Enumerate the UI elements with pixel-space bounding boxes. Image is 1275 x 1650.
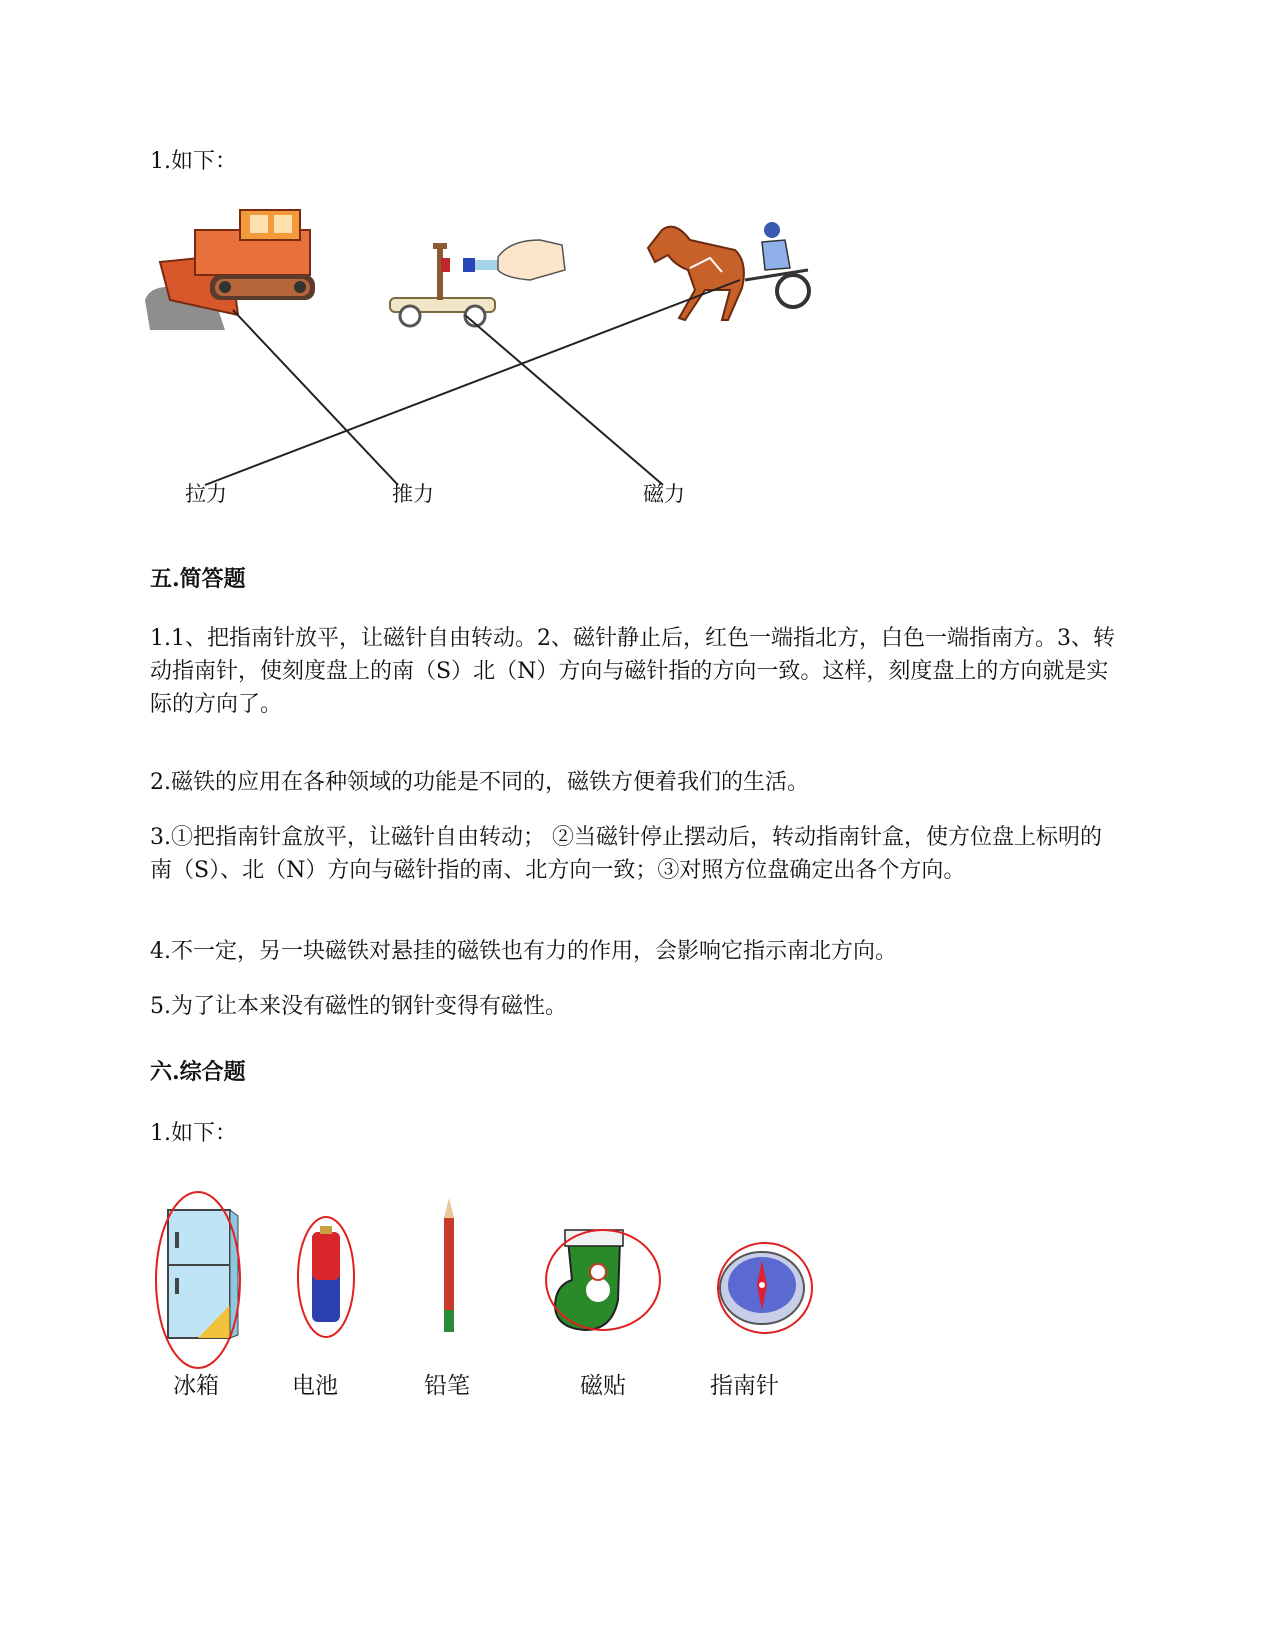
label-push-force: 推力 <box>392 482 434 506</box>
force-matching-figure <box>0 0 1275 560</box>
compass-image <box>720 1252 804 1324</box>
bulldozer-image <box>145 210 315 330</box>
q1-circle-intro: 1.如下： <box>150 1121 237 1146</box>
section5-heading: 五.简答题 <box>150 566 246 592</box>
fridge-image <box>168 1210 238 1338</box>
line-cart-to-magnet <box>465 315 663 485</box>
item-label-magnet-sticker: 磁贴 <box>580 1373 626 1399</box>
section6-heading: 六.综合题 <box>150 1059 246 1085</box>
magnet-sticker-image <box>555 1230 623 1330</box>
answer-2: 2.磁铁的应用在各种领域的功能是不同的，磁铁方便着我们的生活。 <box>150 770 809 795</box>
battery-image <box>312 1226 340 1322</box>
item-label-compass: 指南针 <box>710 1373 779 1399</box>
answer-1: 1.1、把指南针放平，让磁针自由转动。2、磁针静止后，红色一端指北方，白色一端指南方。3、转动指南针，使刻度盘上的南（S）北（N）方向与磁针指的方向一致。这样，刻度盘上的方向就是实际的方向了。 <box>150 626 1115 717</box>
magnet-cart-image <box>390 240 565 326</box>
q1-matching-intro: 1.如下： <box>150 149 237 174</box>
answer-4: 4.不一定，另一块磁铁对悬挂的磁铁也有力的作用，会影响它指示南北方向。 <box>150 939 897 964</box>
answer-3: 3.①把指南针盒放平，让磁针自由转动； ②当磁针停止摆动后，转动指南针盒，使方位盘上标明的南（S）、北（N）方向与磁针指的南、北方向一致；③对照方位盘确定出各个方向。 <box>150 825 1102 883</box>
label-pull-force: 拉力 <box>185 482 227 506</box>
item-label-fridge: 冰箱 <box>173 1373 219 1399</box>
pencil-image <box>444 1198 454 1332</box>
item-label-battery: 电池 <box>292 1373 338 1399</box>
answer-5: 5.为了让本来没有磁性的钢针变得有磁性。 <box>150 994 567 1019</box>
item-label-pencil: 铅笔 <box>424 1373 470 1399</box>
label-magnetic-force: 磁力 <box>643 482 685 506</box>
line-bulldozer-to-push <box>233 310 398 485</box>
magnetic-items-figure <box>0 1180 1275 1480</box>
